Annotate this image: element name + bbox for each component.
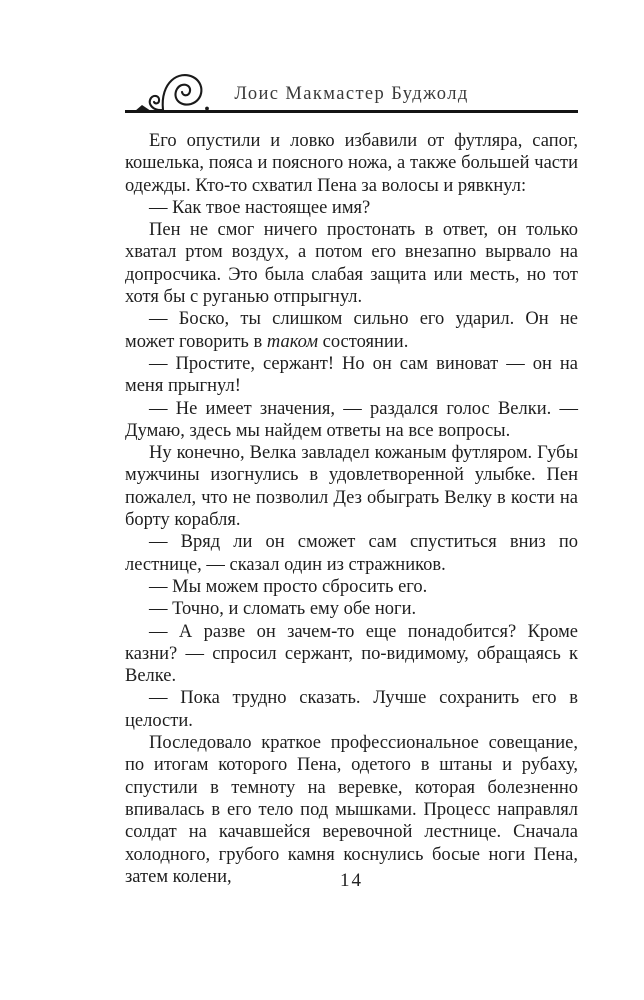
- page-text-block: [125, 130, 578, 888]
- paragraph-dialogue: — Как твое настоящее имя?: [149, 197, 371, 218]
- paragraph-dialogue: — Пока трудно сказать. Лучше сохранить его в целости.: [125, 688, 578, 731]
- paragraph-dialogue: — Простите, сержант! Но он сам виноват — он на меня прыгнул!: [125, 353, 578, 397]
- paragraph: Пен не смог ничего простонать в ответ, он только хватал ртом воздух, а потом его внезапно вырвало на допросчика. Это была слабая защита или месть, но тот хотя бы с руганью отпрыгнул.: [125, 220, 578, 308]
- paragraph-text: — Боско, ты слишком сильно его ударил. Он не может говорить в: [125, 309, 578, 352]
- paragraph-dialogue: — Не имеет значения, — раздался голос Велки. — Думаю, здесь мы найдем ответы на все вопросы.: [125, 398, 578, 441]
- italic-word: таком: [266, 331, 318, 352]
- paragraph: Ну конечно, Велка завладел кожаным футляром. Губы мужчины изогнулись в удовлетворенной улыбке. Пен пожалел, что не позволил Дез обыграть Велку в кости на борту корабля.: [125, 443, 578, 531]
- running-title: Лоис Макмастер Буджолд: [234, 84, 469, 104]
- paragraph: Последовало краткое профессиональное совещание, по итогам которого Пена, одетого в штаны и рубаху, спустили в темноту на веревке, которая болезненно впивалась в его тело под мышками. Процесс направлял солдат на качавшейся веревочной лестнице. Сначала холодного, грубого камня коснулись босые ноги Пена, затем колени,: [125, 733, 578, 887]
- header-rule: [125, 110, 578, 113]
- paragraph-dialogue: — Точно, и сломать ему обе ноги.: [149, 599, 417, 620]
- running-header: [125, 72, 578, 113]
- paragraph-dialogue: — А разве он зачем-то еще понадобится? Кроме казни? — спросил сержант, по-видимому, обращаясь к Велке.: [125, 621, 578, 687]
- paragraph-dialogue: — Вряд ли он сможет сам спуститься вниз по лестнице, — сказал один из стражников.: [125, 532, 578, 575]
- paragraph-dialogue: — Мы можем просто сбросить его.: [149, 576, 428, 597]
- page-number: 14: [340, 870, 363, 891]
- paragraph-dialogue: [125, 308, 578, 353]
- paragraph: Его опустили и ловко избавили от футляра, сапог, кошелька, пояса и поясного ножа, а также большей части одежды. Кто-то схватил Пена за волосы и рявкнул:: [125, 131, 578, 196]
- paragraph-text: состоянии.: [318, 331, 409, 352]
